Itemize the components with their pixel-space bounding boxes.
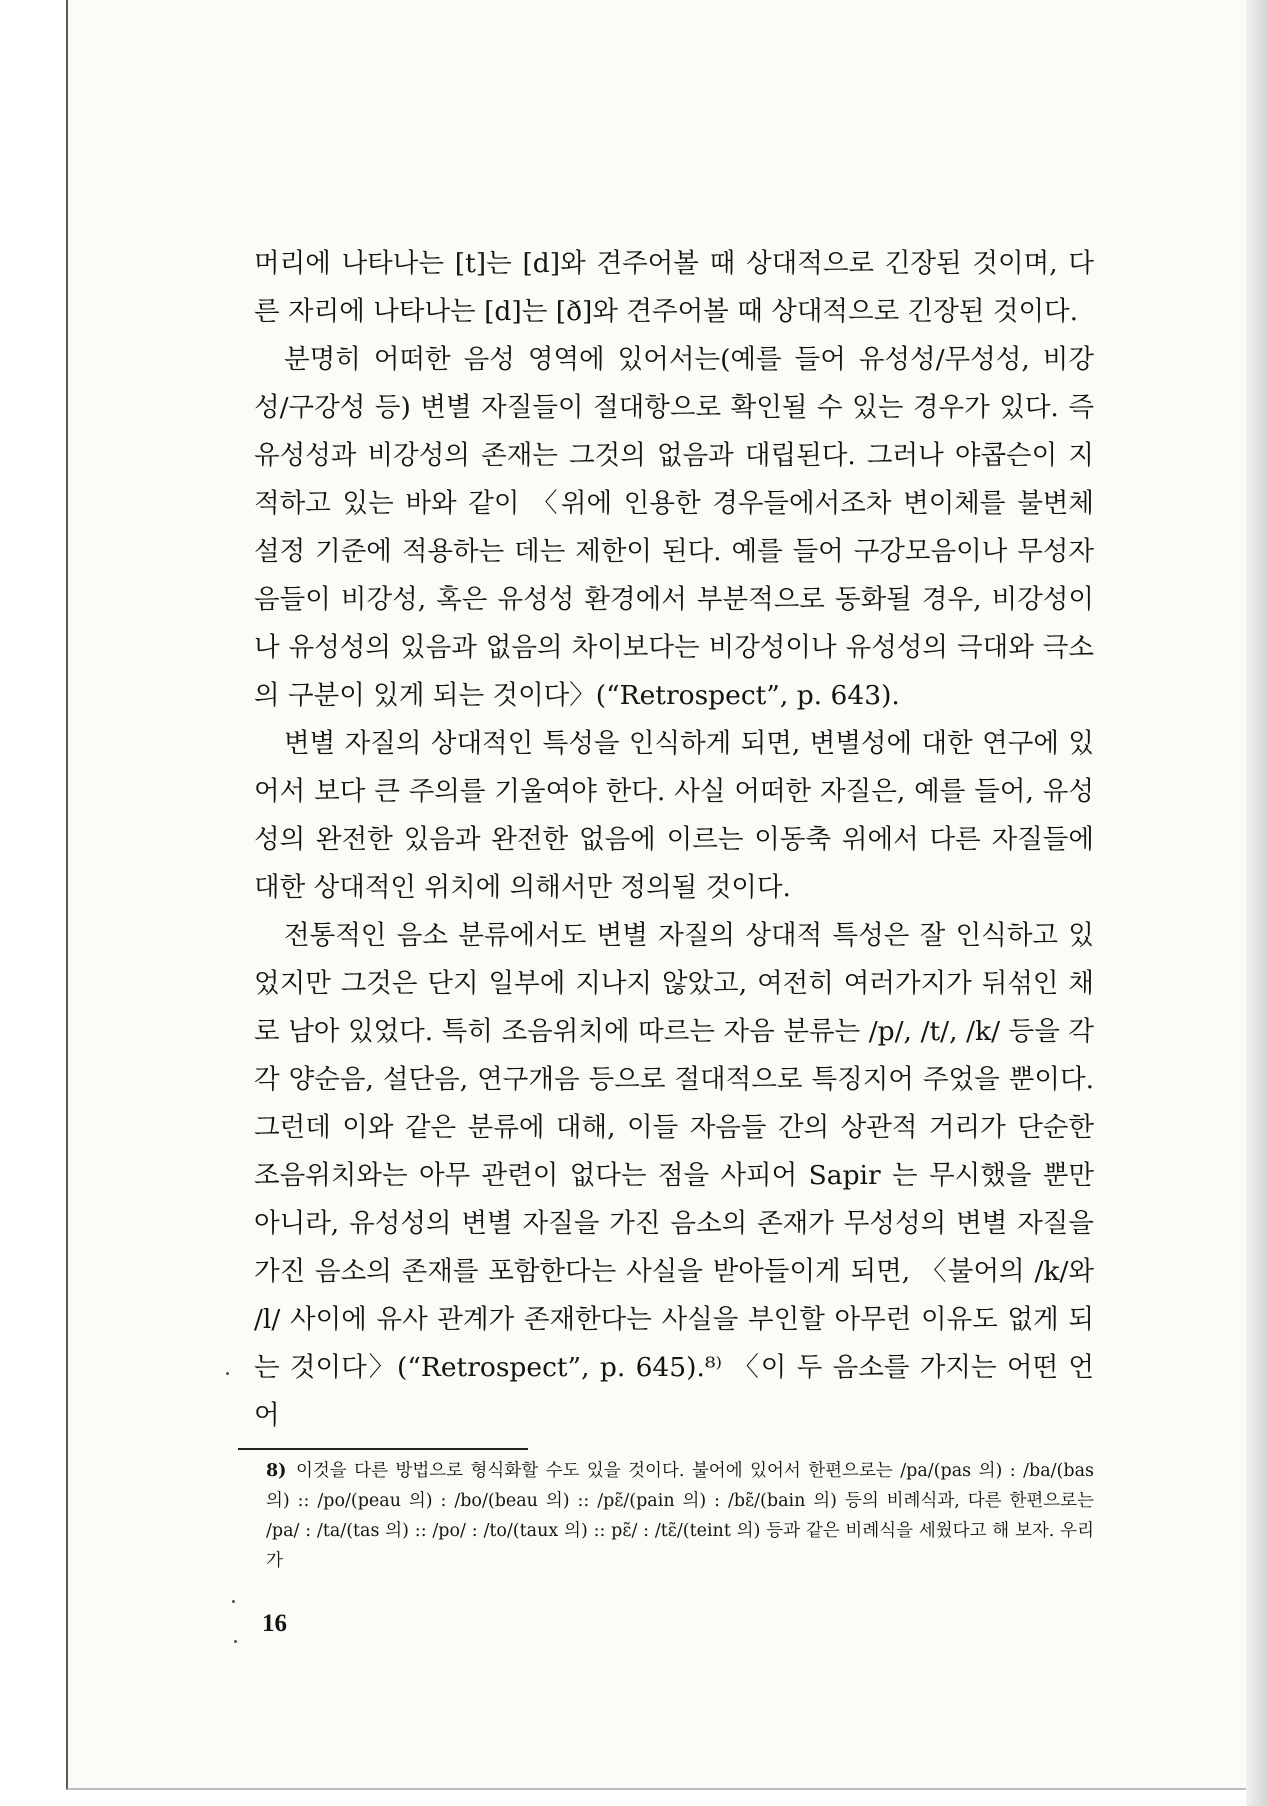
footnote-divider [238,1448,528,1450]
paragraph-2: 분명히 어떠한 음성 영역에 있어서는(예를 들어 유성성/무성성, 비강성/구강성 등) 변별 자질들이 절대항으로 확인될 수 있는 경우가 있다. 즉 유성성과 비강성의 존재는 그것의 없음과 대립된다. 그러나 야콥슨이 지적하고 있는 바와 같이 〈위에 인용한 경우들에서조차 변이체를 불변체 설정 기준에 적용하는 데는 제한이 된다. 예를 들어 구강모음이나 무성자음들이 비강성, 혹은 유성성 환경에서 부분적으로 동화될 경우, 비강성이나 유성성의 있음과 없음의 차이보다는 비강성이나 유성성의 극대와 극소의 구분이 있게 되는 것이다〉(“Retrospect”, p. 643). [254,344,1094,711]
body-text [254,240,1094,1440]
page-edge-shadow [1246,0,1268,1806]
footnote [266,1456,1094,1576]
scan-speck [234,1640,237,1643]
scan-speck [232,1600,235,1603]
page-number: 16 [262,1610,287,1637]
footnote-text: 이것을 다른 방법으로 형식화할 수도 있을 것이다. 불어에 있어서 한편으로는 /pa/(pas 의) : /ba/(bas 의) :: /po/(peau 의) : /bo/(beau 의) :: /pɛ̃/(pain 의) : /bɛ̃/(bain 의) 등의 비례식과, 다른 한편으로는 /pa/ : /ta/(tas 의) :: /po/ : /to/(taux 의) :: pɛ̃/ : /tɛ̃/(teint 의) 등과 같은 비례식을 세웠다고 해 보자. 우리가 [266,1461,1094,1571]
paragraph-4: 전통적인 음소 분류에서도 변별 자질의 상대적 특성은 잘 인식하고 있었지만 그것은 단지 일부에 지나지 않았고, 여전히 여러가지가 뒤섞인 채로 남아 있었다. 특히 조음위치에 따르는 자음 분류는 /p/, /t/, /k/ 등을 각각 양순음, 설단음, 연구개음 등으로 절대적으로 특징지어 주었을 뿐이다. 그런데 이와 같은 분류에 대해, 이들 자음들 간의 상관적 거리가 단순한 조음위치와는 아무 관련이 없다는 점을 사피어 Sapir 는 무시했을 뿐만 아니라, 유성성의 변별 자질을 가진 음소의 존재가 무성성의 변별 자질을 가진 음소의 존재를 포함한다는 사실을 받아들이게 되면, 〈불어의 /k/와 /l/ 사이에 유사 관계가 존재한다는 사실을 부인할 아무런 이유도 없게 되는 것이다〉(“Retrospect”, p. 645).⁸⁾ 〈이 두 음소를 가지는 어떤 언어 [254,920,1094,1431]
footnote-number: 8) [266,1461,287,1481]
paragraph-1: 머리에 나타나는 [t]는 [d]와 견주어볼 때 상대적으로 긴장된 것이며, 다른 자리에 나타나는 [d]는 [ð]와 견주어볼 때 상대적으로 긴장된 것이다. [254,248,1094,327]
scan-speck [226,1372,229,1375]
paragraph-3: 변별 자질의 상대적인 특성을 인식하게 되면, 변별성에 대한 연구에 있어서 보다 큰 주의를 기울여야 한다. 사실 어떠한 자질은, 예를 들어, 유성성의 완전한 있음과 완전한 없음에 이르는 이동축 위에서 다른 자질들에 대한 상대적인 위치에 의해서만 정의될 것이다. [254,728,1094,903]
